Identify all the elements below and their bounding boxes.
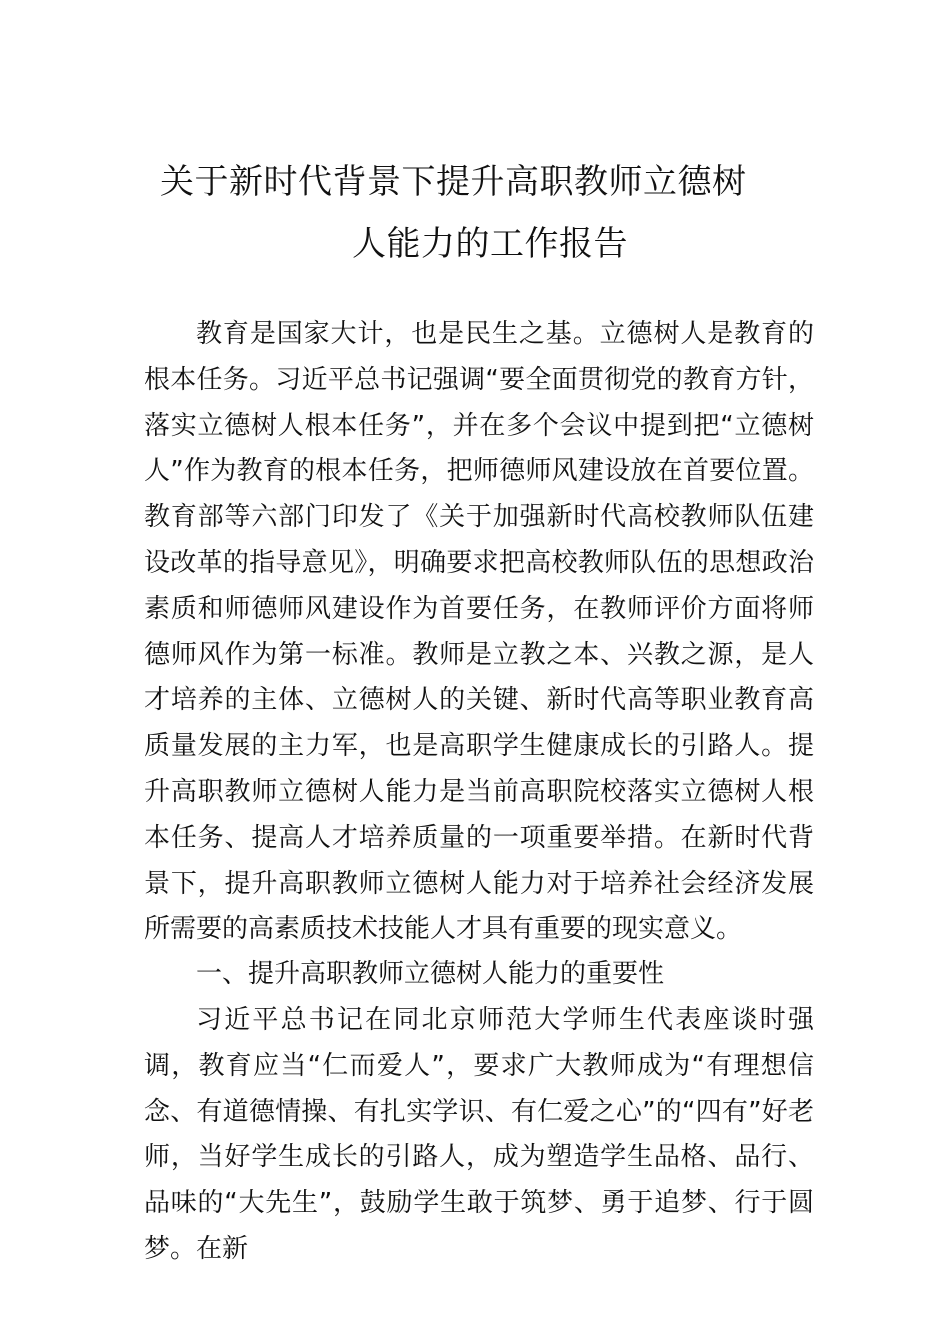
section-paragraph: 习近平总书记在同北京师范大学师生代表座谈时强调，教育应当“仁而爱人”，要求广大教师成为“有理想信念、有道德情操、有扎实学识、有仁爱之心”的“四有”好老师，当好学生成长的引路人，成为塑造学生品格、品行、品味的“大先生”，鼓励学生敢于筑梦、勇于追梦、行于圆梦。在新: [144, 1005, 814, 1264]
document-title-line-2: 人能力的工作报告: [352, 224, 628, 264]
section-heading: 一、提升高职教师立德树人能力的重要性: [196, 959, 665, 989]
intro-paragraph: 教育是国家大计，也是民生之基。立德树人是教育的根本任务。习近平总书记强调“要全面贯彻党的教育方针，落实立德树人根本任务”，并在多个会议中提到把“立德树人”作为教育的根本任务，把师德师风建设放在首要位置。教育部等六部门印发了《关于加强新时代高校教师队伍建设改革的指导意见》，明确要求把高校教师队伍的思想政治素质和师德师风建设作为首要任务，在教师评价方面将师德师风作为第一标准。教师是立教之本、兴教之源，是人才培养的主体、立德树人的关键、新时代高等职业教育高质量发展的主力军，也是高职学生健康成长的引路人。提升高职教师立德树人能力是当前高职院校落实立德树人根本任务、提高人才培养质量的一项重要举措。在新时代背景下，提升高职教师立德树人能力对于培养社会经济发展所需要的高素质技术技能人才具有重要的现实意义。: [144, 319, 814, 945]
document-title-line-1: 关于新时代背景下提升高职教师立德树: [160, 162, 747, 202]
